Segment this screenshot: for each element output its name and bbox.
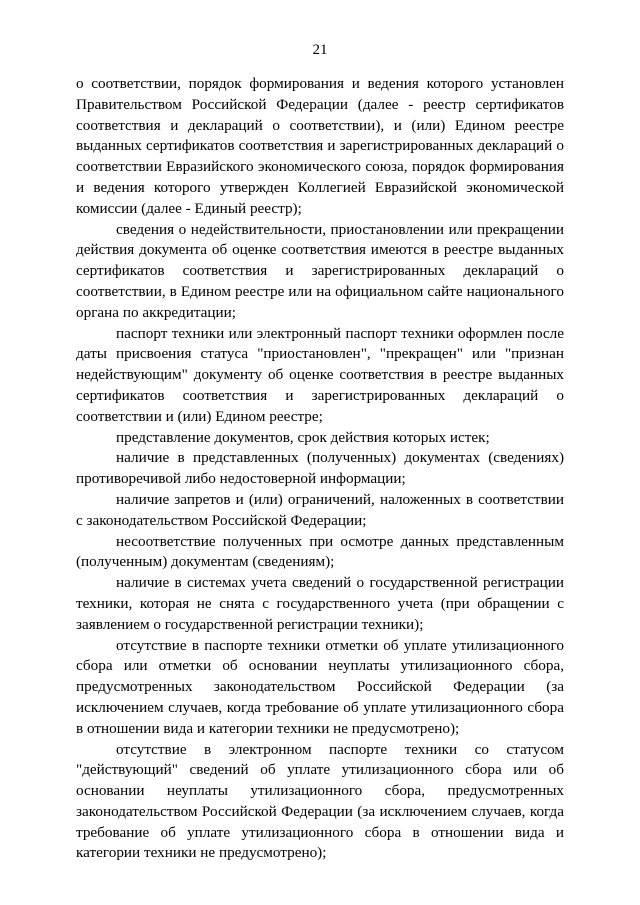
paragraph: паспорт техники или электронный паспорт техники оформлен после даты присвоения статуса "приостановлен", "прекращен" или "признан недействующим" документу об оценке соответствия в реестре выданных сертификатов соответствия и зарегистрированных деклараций о соответствии и (или) Едином реестре; bbox=[76, 324, 564, 425]
paragraph: наличие в представленных (полученных) документах (сведениях) противоречивой либо недостоверной информации; bbox=[76, 449, 564, 488]
document-body bbox=[76, 74, 564, 864]
paragraph: о соответствии, порядок формирования и ведения которого установлен Правительством Российской Федерации (далее - реестр сертификатов соответствия и деклараций о соответствии), и (или) Едином реестре выданных сертификатов соответствия и зарегистрированных деклараций о соответствии Евразийского экономического союза, порядок формирования и ведения которого утвержден Коллегией Евразийской экономической комиссии (далее - Единый реестр); bbox=[76, 75, 564, 217]
page-number: 21 bbox=[312, 42, 328, 58]
paragraph: отсутствие в электронном паспорте техники со статусом "действующий" сведений об уплате утилизационного сбора или об основании неуплаты утилизационного сбора, предусмотренных законодательством Российской Федерации (за исключением случаев, когда требование об уплате утилизационного сбора в отношении вида и категории техники не предусмотрено); bbox=[76, 740, 564, 862]
paragraph: наличие запретов и (или) ограничений, наложенных в соответствии с законодательством Российской Федерации; bbox=[76, 490, 564, 529]
paragraph: несоответствие полученных при осмотре данных представленным (полученным) документам (сведениям); bbox=[76, 532, 564, 571]
paragraph: наличие в системах учета сведений о государственной регистрации техники, которая не снята с государственного учета (при обращении с заявлением о государственной регистрации техники); bbox=[76, 574, 564, 633]
paragraph: представление документов, срок действия которых истек; bbox=[116, 428, 490, 446]
paragraph: отсутствие в паспорте техники отметки об уплате утилизационного сбора или отметки об основании неуплаты утилизационного сбора, предусмотренных законодательством Российской Федерации (за исключением случаев, когда требование об уплате утилизационного сбора в отношении вида и категории техники не предусмотрено); bbox=[76, 636, 564, 737]
paragraph: сведения о недействительности, приостановлении или прекращении действия документа об оценке соответствия имеются в реестре выданных сертификатов соответствия и зарегистрированных деклараций о соответствии, в Едином реестре или на официальном сайте национального органа по аккредитации; bbox=[76, 220, 564, 321]
